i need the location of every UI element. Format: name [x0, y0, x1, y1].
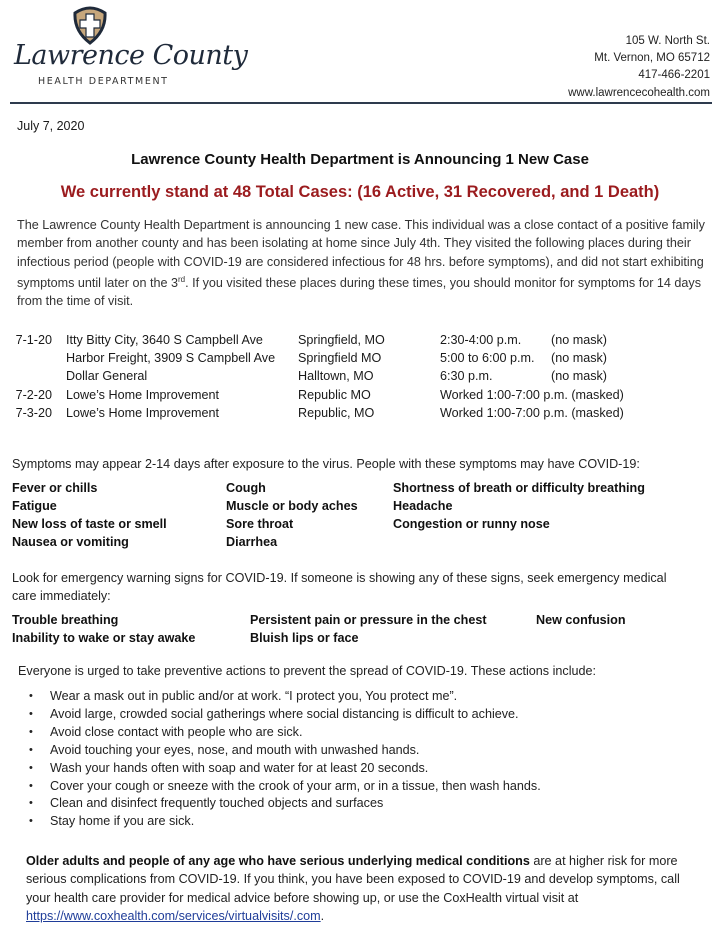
visit-time: 2:30-4:00 p.m. [440, 333, 522, 347]
closing-paragraph [26, 852, 706, 925]
bullet-icon: • [29, 743, 33, 756]
bullet-icon: • [29, 797, 33, 810]
visit-date: 7-1-20 [15, 333, 52, 347]
address-city: Mt. Vernon, MO 65712 [594, 52, 710, 65]
visit-mask: (no mask) [551, 333, 607, 347]
list-item [24, 742, 541, 760]
visit-time: 5:00 to 6:00 p.m. [440, 351, 535, 366]
visit-place: Harbor Freight, 3909 S Campbell Ave [66, 351, 276, 366]
intro-superscript: rd [178, 274, 186, 284]
symptom-item: Congestion or runny nose [393, 517, 550, 531]
list-item-text: Avoid large, crowded social gatherings where social distancing is difficult to achieve. [50, 706, 519, 721]
list-item-text: Wash your hands often with soap and water for at least 20 seconds. [50, 760, 429, 775]
visit-row [0, 386, 720, 404]
visit-date: 7-3-20 [15, 405, 52, 420]
list-item-text: Stay home if you are sick. [50, 814, 195, 829]
address-website[interactable]: www.lawrencecohealth.com [568, 86, 710, 99]
logo-wordmark: Lawrence County [14, 40, 248, 71]
symptom-item: New loss of taste or smell [12, 517, 167, 531]
bullet-icon: • [29, 725, 33, 738]
coxhealth-virtual-visit-link[interactable]: https://www.coxhealth.com/services/virtualvisits/.com [26, 908, 321, 923]
symptom-item: Nausea or vomiting [12, 535, 129, 549]
emergency-sign: Trouble breathing [12, 613, 119, 627]
visit-mask: (no mask) [551, 351, 607, 366]
list-item [24, 688, 541, 706]
emergency-signs-list [0, 611, 720, 649]
visit-mask: (no mask) [551, 369, 607, 384]
list-item [24, 813, 541, 831]
closing-end: . [320, 908, 325, 923]
visit-row [0, 331, 720, 349]
visit-date: 7-2-20 [15, 387, 52, 402]
list-item [24, 724, 541, 742]
visits-table [0, 331, 720, 422]
shield-cross-icon [72, 5, 108, 45]
visit-place: Lowe’s Home Improvement [66, 405, 220, 420]
visit-row [0, 349, 720, 367]
address-street: 105 W. North St. [625, 35, 710, 47]
emergency-sign: New confusion [536, 613, 626, 627]
prevention-intro: Everyone is urged to take preventive actions to prevent the spread of COVID-19. These actions include: [18, 664, 597, 678]
list-item [24, 760, 541, 778]
list-item-text: Cover your cough or sneeze with the crook of your arm, or in a tissue, then wash hands. [50, 778, 541, 793]
list-item [24, 778, 541, 796]
list-item [24, 795, 541, 813]
address-phone: 417-466-2201 [638, 69, 710, 82]
emergency-sign: Bluish lips or face [250, 631, 359, 645]
visit-city: Halltown, MO [298, 369, 374, 384]
list-item-text: Clean and disinfect frequently touched objects and surfaces [50, 796, 384, 811]
visit-time: 6:30 p.m. [440, 369, 493, 384]
intro-text-end: . If you visited these places during these times, you should monitor for symptoms for 14 days from the time of visit. [17, 276, 702, 309]
list-item-text: Avoid touching your eyes, nose, and mouth with unwashed hands. [50, 742, 420, 757]
list-item-text: Wear a mask out in public and/or at work. “I protect you, You protect me”. [50, 689, 458, 703]
list-item [24, 706, 541, 724]
page-title: Lawrence County Health Department is Announcing 1 New Case [131, 151, 589, 168]
visit-place: Dollar General [66, 369, 148, 384]
case-count-banner: We currently stand at 48 Total Cases: (16 Active, 31 Recovered, and 1 Death) [60, 183, 660, 201]
contact-address [568, 33, 710, 102]
release-date: July 7, 2020 [17, 119, 85, 133]
visit-city: Republic, MO [298, 405, 375, 420]
symptom-item: Diarrhea [226, 535, 278, 549]
intro-paragraph [17, 216, 707, 311]
visit-row [0, 367, 720, 385]
visit-city: Springfield, MO [298, 333, 385, 347]
symptom-item: Fatigue [12, 499, 57, 513]
bullet-icon: • [29, 761, 33, 774]
emergency-sign: Inability to wake or stay awake [12, 631, 196, 645]
logo-subtitle: HEALTH DEPARTMENT [38, 76, 169, 87]
visit-time: Worked 1:00-7:00 p.m. (masked) [440, 405, 624, 420]
symptom-item: Fever or chills [12, 481, 98, 495]
prevention-list [24, 688, 541, 831]
list-item-text: Avoid close contact with people who are sick. [50, 724, 303, 739]
symptom-item: Shortness of breath or difficulty breathing [393, 481, 645, 495]
symptoms-list [0, 479, 720, 554]
visit-city: Springfield MO [298, 351, 382, 366]
intro-text: The Lawrence County Health Department is announcing 1 new case. This individual was a close contact of a positive family member from another county and has been isolating at home since July 4th. They visited the following places during their infectious period (people with COVID-19 are considered infectious for 48 hrs. before symptoms), and did not start exhibiting symptoms until later on the 3 [17, 218, 705, 291]
bullet-icon: • [29, 690, 33, 702]
symptom-item: Sore throat [226, 517, 294, 531]
visit-place: Itty Bitty City, 3640 S Campbell Ave [66, 333, 263, 347]
symptom-item: Headache [393, 499, 453, 513]
symptom-item: Cough [226, 481, 266, 495]
symptoms-intro: Symptoms may appear 2-14 days after exposure to the virus. People with these symptoms may have COVID-19: [12, 457, 640, 471]
closing-bold-text: Older adults and people of any age who have serious underlying medical conditions [26, 854, 530, 868]
bullet-icon: • [29, 779, 33, 792]
bullet-icon: • [29, 815, 33, 828]
visit-row [0, 404, 720, 422]
emergency-sign: Persistent pain or pressure in the chest [250, 613, 487, 627]
emergency-intro: Look for emergency warning signs for COVID-19. If someone is showing any of these signs, seek emergency medical care immediately: [12, 571, 667, 604]
visit-place: Lowe’s Home Improvement [66, 387, 220, 402]
closing-text: are at higher risk for more serious complications from COVID-19. If you think, you have been exposed to COVID-19 and develop symptoms, call your health care provider for medical advice before showing up, or use the CoxHealth virtual visit at [26, 854, 680, 905]
visit-time: Worked 1:00-7:00 p.m. (masked) [440, 387, 624, 402]
visit-city: Republic MO [298, 387, 371, 402]
header-divider [10, 102, 712, 104]
symptom-item: Muscle or body aches [226, 499, 358, 513]
bullet-icon: • [29, 707, 33, 720]
